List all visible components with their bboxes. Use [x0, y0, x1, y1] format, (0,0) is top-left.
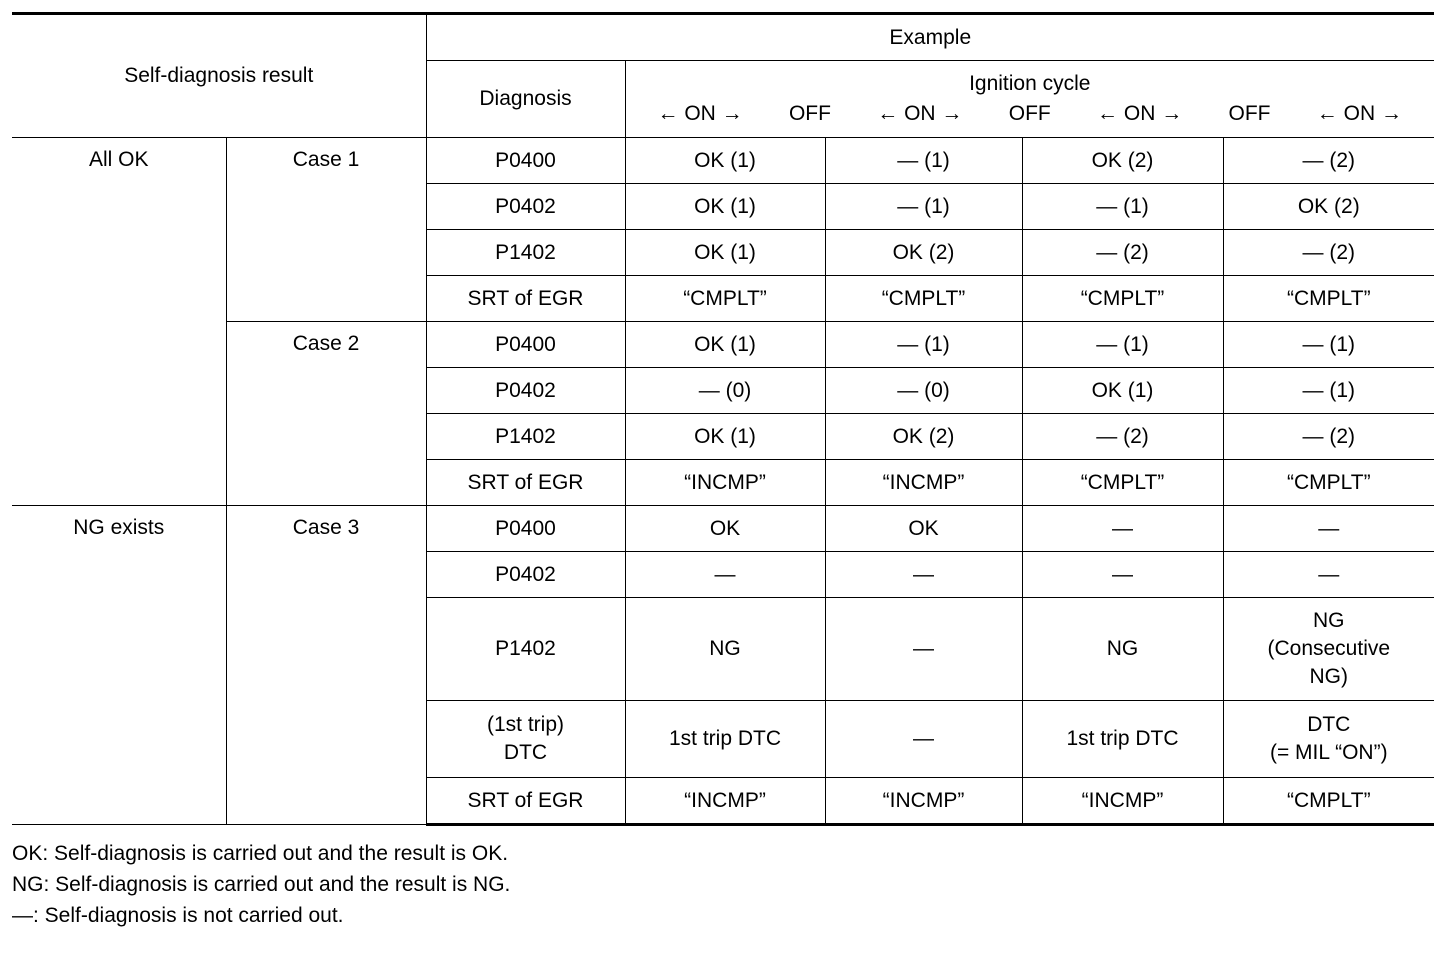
result-cell: “CMPLT”: [1223, 778, 1434, 825]
result-cell: “INCMP”: [625, 778, 825, 825]
result-cell: NG: [625, 598, 825, 701]
result-cell: OK: [825, 506, 1022, 552]
result-cell: OK: [625, 506, 825, 552]
result-cell: “INCMP”: [825, 460, 1022, 506]
legend-item: NG: Self-diagnosis is carried out and the result is NG.: [12, 873, 511, 896]
ignition-step: ← ON →: [1316, 102, 1402, 125]
example-header: Example: [426, 14, 1434, 61]
result-cell: “INCMP”: [625, 460, 825, 506]
result-cell: “CMPLT”: [1022, 460, 1223, 506]
diagnosis-header: Diagnosis: [426, 61, 625, 138]
result-cell: NG: [1022, 598, 1223, 701]
result-cell: DTC (= MIL “ON”): [1223, 701, 1434, 778]
result-cell: — (2): [1022, 230, 1223, 276]
result-cell: “CMPLT”: [1022, 276, 1223, 322]
group-label: All OK: [12, 138, 226, 506]
case-label: Case 1: [226, 138, 426, 322]
result-cell: — (1): [825, 138, 1022, 184]
result-cell: — (1): [1022, 184, 1223, 230]
result-cell: NG (Consecutive NG): [1223, 598, 1434, 701]
result-cell: “INCMP”: [1022, 778, 1223, 825]
result-cell: “CMPLT”: [1223, 276, 1434, 322]
result-cell: OK (1): [625, 184, 825, 230]
result-cell: — (0): [825, 368, 1022, 414]
result-cell: — (1): [1022, 322, 1223, 368]
result-cell: —: [1223, 506, 1434, 552]
diagnosis-cell: P0402: [426, 552, 625, 598]
result-cell: “CMPLT”: [625, 276, 825, 322]
ignition-step: OFF: [1008, 102, 1051, 125]
result-cell: —: [825, 701, 1022, 778]
group-label: NG exists: [12, 506, 226, 825]
result-cell: “CMPLT”: [1223, 460, 1434, 506]
result-cell: — (2): [1223, 138, 1434, 184]
result-cell: — (0): [625, 368, 825, 414]
ignition-step: ← ON →: [1097, 102, 1183, 125]
table-body: [12, 14, 1434, 825]
ignition-cycle-header: [625, 61, 1434, 138]
diagnosis-cell: (1st trip) DTC: [426, 701, 625, 778]
legend: [12, 838, 1434, 931]
self-diagnosis-result-header: Self-diagnosis result: [12, 14, 426, 138]
result-cell: OK (1): [625, 230, 825, 276]
diagnosis-cell: SRT of EGR: [426, 276, 625, 322]
table-row: [12, 322, 1434, 368]
result-cell: — (1): [825, 322, 1022, 368]
result-cell: —: [825, 598, 1022, 701]
result-cell: OK (1): [625, 414, 825, 460]
result-cell: — (1): [1223, 322, 1434, 368]
result-cell: —: [825, 552, 1022, 598]
document: [12, 12, 1434, 931]
diagnosis-cell: P1402: [426, 230, 625, 276]
result-cell: “INCMP”: [825, 778, 1022, 825]
table-row: [12, 138, 1434, 184]
result-cell: —: [1022, 552, 1223, 598]
table-row: [12, 506, 1434, 552]
diagnosis-cell: SRT of EGR: [426, 778, 625, 825]
result-cell: OK (2): [825, 230, 1022, 276]
ignition-step: ← ON →: [657, 102, 743, 125]
result-cell: — (1): [1223, 368, 1434, 414]
ignition-step: ← ON →: [877, 102, 963, 125]
diagnosis-cell: P0400: [426, 322, 625, 368]
ignition-step: OFF: [788, 102, 831, 125]
case-label: Case 2: [226, 322, 426, 506]
result-cell: — (2): [1022, 414, 1223, 460]
result-cell: OK (1): [1022, 368, 1223, 414]
diagnosis-cell: P1402: [426, 598, 625, 701]
diagnosis-cell: SRT of EGR: [426, 460, 625, 506]
case-label: Case 3: [226, 506, 426, 825]
result-cell: — (2): [1223, 230, 1434, 276]
legend-item: OK: Self-diagnosis is carried out and the result is OK.: [12, 842, 509, 865]
result-cell: OK (1): [625, 322, 825, 368]
result-cell: —: [625, 552, 825, 598]
ignition-cycle-title: Ignition cycle: [969, 72, 1091, 95]
result-cell: OK (2): [1022, 138, 1223, 184]
result-cell: — (2): [1223, 414, 1434, 460]
result-cell: 1st trip DTC: [1022, 701, 1223, 778]
result-cell: —: [1223, 552, 1434, 598]
result-cell: OK (2): [1223, 184, 1434, 230]
legend-item: —: Self-diagnosis is not carried out.: [12, 904, 344, 927]
result-cell: “CMPLT”: [825, 276, 1022, 322]
ignition-step: OFF: [1228, 102, 1271, 125]
result-cell: OK (2): [825, 414, 1022, 460]
diagnosis-cell: P0402: [426, 184, 625, 230]
diagnosis-cell: P1402: [426, 414, 625, 460]
diagnosis-cell: P0400: [426, 138, 625, 184]
header-row-1: [12, 14, 1434, 61]
result-cell: 1st trip DTC: [625, 701, 825, 778]
result-cell: OK (1): [625, 138, 825, 184]
result-cell: — (1): [825, 184, 1022, 230]
diagnosis-cell: P0400: [426, 506, 625, 552]
result-cell: —: [1022, 506, 1223, 552]
self-diagnosis-table: [12, 12, 1434, 826]
diagnosis-cell: P0402: [426, 368, 625, 414]
ignition-sequence: [630, 100, 1431, 128]
